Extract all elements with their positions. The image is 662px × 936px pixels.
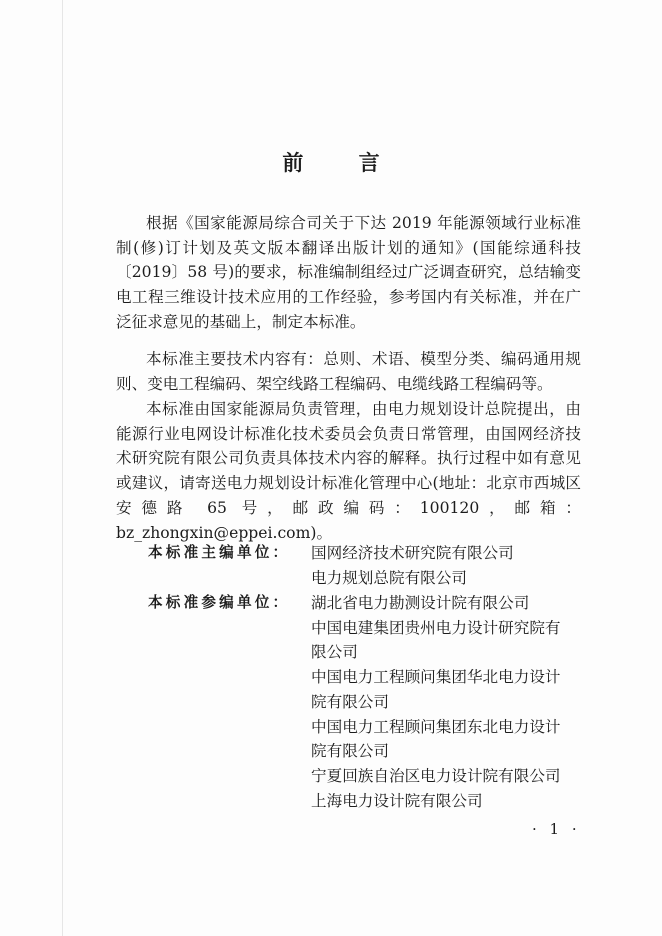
chief-editors-list (311, 541, 586, 590)
paragraph-management: 本标准由国家能源局负责管理，由电力规划设计总院提出，由能源行业电网设计标准化技术委员会负责日常管理，由国网经济技术研究院有限公司负责具体技术内容的解释。执行过程中如有意见或建议，请寄送电力规划设计标准化管理中心(地址：北京市西城区安德路 65 号，邮政编码：100120，邮箱：bz_zhongxin@eppei.com)。 (116, 400, 581, 542)
participant-unit: 限公司 (311, 643, 358, 662)
binding-edge-line (62, 0, 63, 936)
participants-label: 本标准参编单位： (148, 594, 291, 611)
chief-editor-unit: 国网经济技术研究院有限公司 (311, 544, 514, 562)
paragraph-basis: 根据《国家能源局综合司关于下达 2019 年能源领域行业标准制(修)订计划及英文版本翻译出版计划的通知》(国能综通科技〔2019〕58 号)的要求，标准编制组经过广泛调查研究，总结输变电工程三维设计技术应用的工作经验，参考国内有关标准，并在广泛征求意见的基础上，制定本标准。 (116, 214, 581, 331)
page-number: · 1 · (532, 820, 581, 838)
participant-unit: 中国电力工程顾问集团东北电力设计 (311, 717, 561, 736)
participant-unit: 中国电建集团贵州电力设计研究院有 (311, 618, 561, 637)
participant-unit: 中国电力工程顾问集团华北电力设计 (311, 668, 561, 687)
chief-editors-label: 本标准主编单位： (148, 544, 291, 561)
participant-unit: 上海电力设计院有限公司 (311, 791, 483, 810)
page-title: 前 言 (282, 151, 404, 175)
participant-unit: 湖北省电力勘测设计院有限公司 (311, 594, 530, 612)
chief-editor-unit: 电力规划总院有限公司 (311, 568, 467, 587)
participant-unit: 院有限公司 (311, 742, 389, 761)
participants-list (311, 591, 586, 813)
participant-unit: 院有限公司 (311, 692, 389, 711)
participant-unit: 宁夏回族自治区电力设计院有限公司 (311, 766, 561, 785)
paragraph-contents: 本标准主要技术内容有：总则、术语、模型分类、编码通用规则、变电工程编码、架空线路工程编码、电缆线路工程编码等。 (116, 350, 581, 393)
